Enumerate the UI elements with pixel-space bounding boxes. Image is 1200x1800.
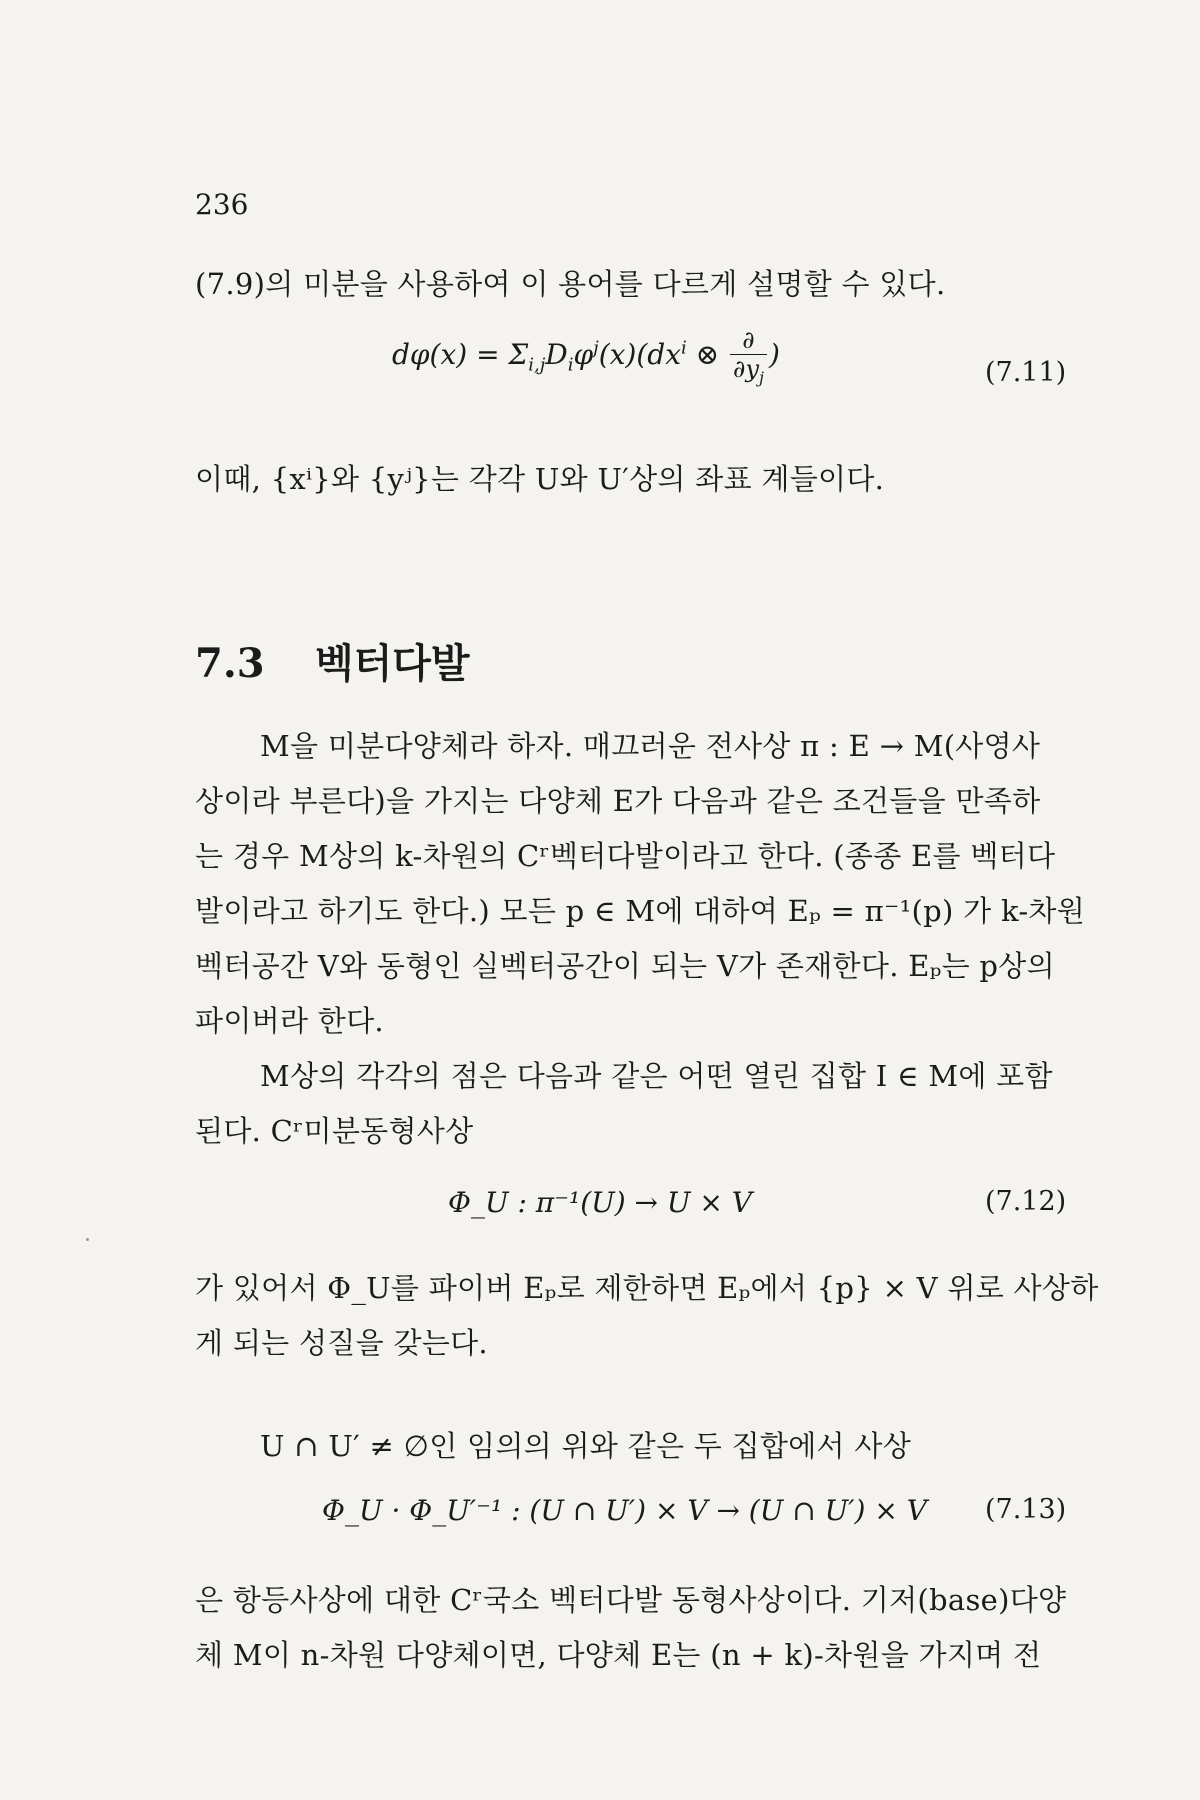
equation-7-13: Φ_U · Φ_U′⁻¹ : (U ∩ U′) × V → (U ∩ U′) × V (322, 1494, 927, 1527)
coordinate-line: 이때, {xⁱ}와 {yʲ}는 각각 U와 U′상의 좌표 계들이다. (195, 462, 885, 496)
page-number: 236 (195, 188, 249, 221)
intro-line: (7.9)의 미분을 사용하여 이 용어를 다르게 설명할 수 있다. (195, 267, 946, 301)
equation-7-12: Φ_U : π⁻¹(U) → U × V (448, 1186, 752, 1219)
section-number: 7.3 (195, 640, 265, 687)
para1-line: 파이버라 한다. (195, 1004, 384, 1038)
para1-line: 발이라고 하기도 한다.) 모든 p ∈ M에 대하여 Eₚ = π⁻¹(p) 가 k-차원 (195, 894, 1086, 928)
equation-number-7-11: (7.11) (985, 357, 1067, 388)
section-title: 벡터다발 (315, 640, 470, 687)
para2-line: 된다. Cʳ미분동형사상 (195, 1114, 474, 1148)
para2-line: M상의 각각의 점은 다음과 같은 어떤 열린 집합 I ∈ M에 포함 (260, 1059, 1053, 1093)
equation-number-7-13: (7.13) (985, 1494, 1067, 1525)
section-heading (195, 632, 470, 689)
para1-line: 벡터공간 V와 동형인 실벡터공간이 되는 V가 존재한다. Eₚ는 p상의 (195, 949, 1055, 983)
equation-number-7-12: (7.12) (985, 1186, 1067, 1217)
scan-speck (86, 1238, 89, 1241)
para5-line: 체 M이 n-차원 다양체이면, 다양체 E는 (n + k)-차원을 가지며 전 (195, 1638, 1042, 1672)
para1-line: M을 미분다양체라 하자. 매끄러운 전사상 π : E → M(사영사 (260, 729, 1041, 763)
para5-line: 은 항등사상에 대한 Cʳ국소 벡터다발 동형사상이다. 기저(base)다양 (195, 1583, 1067, 1617)
para1-line: 는 경우 M상의 k-차원의 Cʳ벡터다발이라고 한다. (종종 E를 벡터다 (195, 839, 1056, 873)
equation-7-11: $d\varphi(x) = \Sigma_{i,j}D_i\varphi^j(x)(dx^i$ ⊗ $\frac{\partial}{\partial y_j}$ ) (392, 326, 780, 387)
para3-line: 가 있어서 Φ_U를 파이버 Eₚ로 제한하면 Eₚ에서 {p} × V 위로 사상하 (195, 1271, 1099, 1305)
para4-line: U ∩ U′ ≠ ∅인 임의의 위와 같은 두 집합에서 사상 (260, 1429, 912, 1463)
para1-line: 상이라 부른다)을 가지는 다양체 E가 다음과 같은 조건들을 만족하 (195, 784, 1041, 818)
para3-line: 게 되는 성질을 갖는다. (195, 1326, 488, 1360)
